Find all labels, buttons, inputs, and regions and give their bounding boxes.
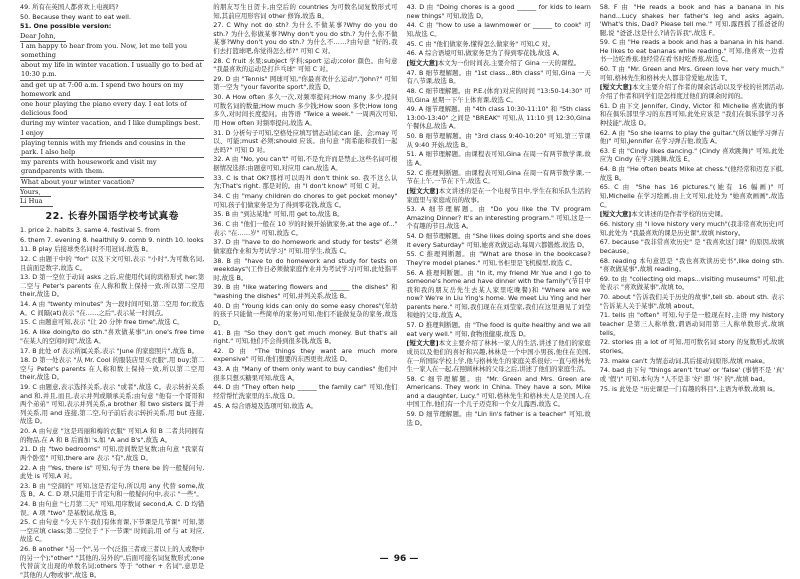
answer-item bbox=[213, 210, 397, 219]
answer-text: 64. B 由 "He often beats Mike at chess."(他经常和迈克下棋,故选 B。 bbox=[599, 165, 784, 182]
answer-text: 26. B another "另一个",另一个(泛指三者或三者以上的人或物中的另一个);"other" "其他的,另外的",后面可接名词复数形式;one 代替前文出现的单数名词;others 等于 "other + 名词",意思是 "其他的人/物或事",故选 B。 bbox=[20, 545, 205, 579]
answer-text: 49. 所有在英国人都喜欢上电视吗? bbox=[20, 3, 119, 11]
answer-text: 45. C 由 "他们做家务,懂得怎么做家务" 可知,C 对。 bbox=[406, 39, 555, 48]
essay-line-text: Dear John, bbox=[20, 32, 66, 42]
answer-text: 21. D 由 "two bedrooms" 可知,房间数是复数;由句意 "我家有两个卧室" 可知,there are 表示 "有",故选 D。 bbox=[20, 445, 205, 462]
answer-text: 70. about "告诉我们关于历史的故事",tell sb. about sth. 表示 "告诉某人关于某事",故填 about。 bbox=[599, 293, 784, 310]
essay-line bbox=[20, 197, 204, 207]
answer-item bbox=[600, 220, 784, 237]
answer-text: 33. C Is that OK?那样可以吗?I don't think so. 我不这么认为;That's right. 那是对的。由 "I don't know" 可知 C 对。 bbox=[213, 173, 398, 191]
answer-item bbox=[213, 329, 397, 346]
answer-text: 44. C 由 "how to use a lawnmower or ______ to cook" 可知,故选 C。 bbox=[406, 21, 591, 38]
answer-item bbox=[20, 236, 204, 245]
answer-text: 25. C 由句意 "今天下午我们有体育课,下节课是几节课" 可知,第一空应填 class;第二空位于 "下一节课" 时间前,用 of 与 at 对应,故选 C。 bbox=[20, 518, 205, 544]
answer-item bbox=[20, 445, 204, 462]
answer-text: 13. D 第一空位于动词 asks 之后,应使用代词的宾格形式 her;第二空与 Peter's parents 在人称和数上保持一致,所以第二空用 their,故选 D。 bbox=[20, 273, 205, 299]
answer-text: 72. stories 由 a lot of 可知,用可数名词 story 的复数形式,故填 stories。 bbox=[599, 338, 784, 355]
essay-line bbox=[20, 81, 204, 100]
answer-item bbox=[20, 356, 204, 382]
answer-text: 56. A 推理判断题。由 "In it, my friend Mr Yue and I go to someone's home and have dinner with the family"(节目中我和我的朋友岳先生去某人家里吃晚餐)和 "Where are we now? We're in Liu Ying's home. We meet Liu Ying and her parents here." 可知,我们现在在刘莹家,我们在这里遇见了刘莹和她的父母,故选 A。 bbox=[406, 268, 591, 320]
answer-text: 本文主要介绍了作者的课余活动以及学校的社团活动,介绍了作者和同学们是怎样度过他们的课余时间的。 bbox=[599, 83, 785, 101]
answer-item bbox=[600, 257, 784, 274]
answer-item bbox=[213, 192, 397, 209]
answer-text: 31. D 分析句子可知,空格处应填写情态动词;can 能、会;may 可以、可能;must 必须;should 应该。由句意 "南希能和我们一起去吗?" 可知 D 对。 bbox=[213, 128, 398, 154]
answer-text: 36. C 由 "他们一般在 10 岁的时候开始做家务,at the age of..." 表示 "在……岁" 可知,故选 C。 bbox=[213, 220, 398, 237]
essay-line bbox=[20, 178, 204, 188]
answer-item bbox=[407, 21, 591, 38]
passage-summary bbox=[600, 83, 784, 100]
answer-item bbox=[600, 3, 784, 37]
essay-line bbox=[20, 158, 204, 177]
answer-text: 24. B 由句意 "七月第二天" 可知,用序数词 second,A. C. D 均错误。A 项 "two" 是基数词,故选 B。 bbox=[20, 500, 205, 517]
answer-item bbox=[20, 500, 204, 517]
answer-text: 50. Because they want to eat well. bbox=[20, 12, 131, 21]
passage-summary bbox=[407, 187, 591, 204]
answer-item bbox=[213, 57, 397, 74]
summary-tag: [短文大意] bbox=[406, 59, 438, 68]
answer-text: 51. One possible version: bbox=[20, 22, 112, 31]
answer-text: 23. B 由 "空洞的" 可知,这是否定句,所以用 any 代替 some,故选 B。A. C. D 项,只能用于肯定句和一般疑问句中,表示 "一些"。 bbox=[20, 481, 205, 499]
answer-text: 6. them 7. evening 8. healthily 9. comb 9. ninth 10. looks bbox=[20, 235, 204, 244]
answer-text: 53. A 细节理解题。由 "Do you like the TV program Amazing Dinner? It's an interesting program." 可知,这是一个有趣的节目,故选 A。 bbox=[406, 205, 591, 231]
answer-text: 30. A How often 多久一次,对频率提问;How many 多少,提问可数名词的数量;How much 多少钱;How soon 多快;How long 多久,对时间长度提问。由答语 "Twice a week." 一周两次可知,用 How often 对频率提问,故选 A。 bbox=[213, 93, 398, 127]
answer-text: 46. A 综合语境可知,做家务是为了得到零花钱,故选 A。 bbox=[406, 49, 564, 58]
answer-text: 1. price 2. habits 3. same 4. festival 5. from bbox=[20, 225, 160, 234]
answer-item bbox=[600, 385, 784, 394]
answer-item bbox=[407, 269, 591, 320]
answer-text: 55. C 推理判断题。由 "What are those in the bookcase? They're model planes." 可知,书柜里是飞机模型,故选 C。 bbox=[406, 250, 591, 267]
answer-item bbox=[600, 275, 784, 292]
answer-text: 12. C 由题干中的 "for" 以及下文可知,表示 "小时",为可数名词,且前面是数字,故选 C。 bbox=[20, 255, 205, 272]
answer-text: 29. D 由 "Tennis" 网球可知,"你最喜欢什么运动","John?" 可知第一空为 "your favorite sport",故选 D。 bbox=[213, 74, 398, 92]
answer-text: 44. D 由 "They often help ______ the family car" 可知,他们经常帮忙洗家里的车,故选 D。 bbox=[213, 383, 398, 400]
answer-text: 63. E 由 "Cindy likes dancing." (Cindy 喜欢跳舞)" 可知,此处应为 Cindy 在学习跳舞,故选 E。 bbox=[599, 146, 784, 164]
answer-text: 52. C 推理判断题。由课程表可知,Gina 在周一有两节数学课,一节在上午,一节在下午,故选 C。 bbox=[406, 168, 591, 186]
answer-item bbox=[20, 347, 204, 356]
answer-item bbox=[600, 65, 784, 82]
summary-tag: [短文大意] bbox=[406, 339, 439, 348]
column-3 bbox=[407, 3, 591, 551]
answer-text: 41. B 由 "So they don't get much money. But that's all right." 可知,他们不会得到很多钱,故选 B。 bbox=[213, 328, 398, 346]
answer-text: 的朋友写生日贺卡,由空后的 countries 为可数名词复数形式可知,其前应用形容词 other 修饰,故选 B。 bbox=[213, 3, 398, 20]
answer-item bbox=[213, 3, 397, 20]
answer-item bbox=[407, 250, 591, 267]
essay-line bbox=[20, 139, 204, 158]
answer-item bbox=[20, 245, 204, 254]
answer-text: 69. to 由 "collecting old maps...visiting museums" 可知,此处表示 "喜欢做某事",故填 to。 bbox=[599, 274, 784, 292]
essay-line bbox=[20, 100, 204, 119]
answer-item bbox=[213, 93, 397, 127]
footer-dash-left: — bbox=[379, 554, 391, 565]
answer-item bbox=[600, 366, 784, 383]
answer-item bbox=[600, 357, 784, 366]
answer-text: 本文讲述的是作者学校的历史课。 bbox=[631, 210, 728, 219]
answer-text: 34. C 由 "many children do chores to get pocket money" 可知,孩子们做家务是为了得到零花钱,故选 C。 bbox=[213, 191, 398, 209]
summary-tag: [短文大意] bbox=[406, 187, 439, 195]
answer-text: 47. B 细节理解题。由 "1st class...8th class" 可知,Gina 一天有八节课,故选 B。 bbox=[406, 68, 591, 86]
answer-text: 49. A 细节理解题。由 "4th class 10:30-11:10" 和 "5th class 13:00-13:40" 之间是 "BREAK" 可知,从 11:10 到 12:30,Gina 午餐休息,故选 A。 bbox=[406, 105, 591, 131]
answer-item bbox=[20, 273, 204, 299]
answer-item bbox=[20, 328, 204, 345]
column-4 bbox=[600, 3, 784, 551]
answer-text: 45. A 综合语境及选项可知,故选 A。 bbox=[213, 401, 317, 410]
essay-line bbox=[20, 42, 204, 61]
answer-text: 71. tells 由 "often" 可知,句子是一般现在时,主语 my history teacher 是第三人称单数,谓语动词用第三人称单数形式,故填 tells。 bbox=[599, 311, 784, 337]
answer-item bbox=[407, 375, 591, 409]
answer-text: 74. bad 由下句 "things aren't 'true' or 'false' (事情不是 '真' 或 '假')" 可知,本句为 "人不是非 '好' 即 '坏' 的",故填 bad。 bbox=[599, 366, 784, 383]
answer-item bbox=[407, 40, 591, 49]
answer-text: 37. D 由 "have to do homework and study for tests" 必须做家庭作业和为考试学习" 可知,用学生,故选 C。 bbox=[213, 238, 398, 255]
answer-item bbox=[407, 69, 591, 86]
answer-text: 42. D 由 "The things they want are much more expensive" 可知,他们想要的东西更贵,故选 D。 bbox=[213, 346, 398, 364]
answer-text: 54. D 细节理解题。由 "She likes doing sports and she does it every Saturday" 可知,她喜欢做运动,每周六都锻炼,故选 D。 bbox=[406, 232, 591, 249]
answer-text: 19. C 由题意,表示选择关系,表示 "或者",故选 C。表示转折关系 and 和,并且,而且,表示并列或顺承关系;由句意 "他有一个哥哥和两个弟弟" 可知,表示并列关系,a brother 和 two sisters 属于并列关系,用 and 连接,第二空,句子前后表示转折关系,用 but 连接,故选 D。 bbox=[20, 383, 205, 426]
answer-text: 35. B 由 "到达某地" 可知,用 get to,故选 B。 bbox=[213, 210, 344, 219]
answer-item bbox=[213, 238, 397, 255]
answer-item bbox=[213, 220, 397, 237]
answer-item bbox=[600, 165, 784, 182]
answer-item bbox=[600, 147, 784, 164]
passage-summary bbox=[407, 59, 591, 68]
answer-item bbox=[20, 518, 204, 544]
answer-text: 59. D 细节理解题。由 "Lin lin's father is a teacher" 可知,故选 D。 bbox=[406, 410, 591, 427]
answer-item bbox=[600, 129, 784, 146]
answer-item bbox=[20, 22, 204, 31]
answer-item bbox=[407, 205, 591, 231]
answer-item bbox=[213, 302, 397, 328]
answer-item bbox=[407, 105, 591, 131]
answer-text: 本文讲述的是在一个电视节目中,学生在和乐队生活的家庭里与家庭成员的故事。 bbox=[406, 187, 591, 204]
answer-item bbox=[213, 402, 397, 411]
answer-item bbox=[20, 255, 204, 272]
answer-text: 67. because "我非常喜欢历史" 是 "我喜欢这门课" 的原因,故填 because。 bbox=[599, 238, 784, 255]
answer-item bbox=[600, 311, 784, 337]
answer-item bbox=[407, 49, 591, 58]
essay-line-text: and get up at 7:00 a.m. I spend two hours on my homework and bbox=[21, 80, 184, 98]
answer-text: 58. F 由 "He reads a book and has a banana in his hand...Lucy shakes her father's leg and asks again, 'What's this, Dad? Please tell me.'" 可知,露西摇了摇爸爸的腿,说 "爸爸,这是什么?请告诉我",故选 F。 bbox=[599, 3, 784, 37]
page-number: 96 bbox=[393, 554, 407, 565]
essay-line-text: my parents with housework and visit my grandparents with them. bbox=[21, 158, 157, 176]
answer-text: 60. T 由 "Mr. Green and Mrs. Green love her very much." 可知,格林先生和格林夫人都非常爱她,故选 T。 bbox=[599, 65, 784, 82]
answer-item bbox=[600, 338, 784, 355]
answer-text: 本文为一份时间表,主要介绍了 Gina 一天的课程。 bbox=[437, 59, 581, 68]
essay-line-text: during my winter vacation, and I like dumplings best. I enjoy bbox=[21, 119, 201, 137]
answer-text: 39. B 由 "like watering flowers and ______ the dishes" 和 "washing the dishes" 可知,并列关系,故选 B。 bbox=[213, 283, 398, 300]
answer-text: 65. C 由 "She has 16 pictures."(她有 16 幅画)" 可知,Michelle 在学习绘画,由上文可知,此处为 "她喜欢画画",故选 C。 bbox=[599, 183, 784, 209]
passage-summary bbox=[407, 339, 591, 373]
essay-line-text: Yours, bbox=[20, 188, 51, 198]
answer-text: 27. C Why not do sth? 为什么不做某事?Why do you do sth.? 为什么你做某事?Why don't you do sth.? 为什么你不做某事?Why don't you do sth.? 为什么不……?由句意 "好的,我们去打篮球吧,你觉得怎么样?" 可知 C 对。 bbox=[213, 21, 398, 55]
answer-text: 14. A 由 "twenty minutes" 为一段时间可知,第二空用 for;故选 A。C 间隔(at)表示 "在……之后",表示某一时间点。 bbox=[20, 300, 205, 317]
section-title: 22. 长春外国语学校考试真卷 bbox=[45, 210, 179, 222]
essay-line-text: one hour playing the piano every day. I eat lots of delicious food bbox=[21, 99, 187, 118]
answer-item bbox=[20, 300, 204, 317]
footer-dash-right: — bbox=[409, 554, 421, 565]
answer-text: 61. D 由下文 Jennifer, Cindy, Victor 和 Michelle 喜欢做的事和在俱乐部里学习的东西可知,此处应该是 "我们在俱乐部学习各种技能",故选 D。 bbox=[599, 101, 784, 127]
answer-text: 11. B play 后接球类名词时不用冠词,故选 B。 bbox=[20, 245, 153, 254]
answer-text: 17. B 此处 of 表示所属关系,表示 "June 的家庭照片",故选 B。 bbox=[20, 346, 199, 355]
summary-tag: [短文大意] bbox=[599, 83, 632, 92]
column-1 bbox=[20, 3, 205, 579]
answer-item bbox=[213, 75, 397, 92]
answer-text: 68. reading 本句意思是 "我也喜欢读历史书",like doing sth. "喜欢做某事",故填 reading。 bbox=[599, 256, 784, 274]
answer-item bbox=[20, 3, 204, 12]
answer-item bbox=[600, 38, 784, 64]
answer-item bbox=[20, 464, 204, 481]
answer-text: 本文主要介绍了林林一家人的生活,讲述了他们的家庭成员以及他们的喜好和兴趣,林林是一个中国小男孩,他住在美国,在一所国际学校上学,他与格林先生的家庭关系很好;一直与格林先生一家人在一起,在照顾林林的父母之后,讲述了他们的家庭生活。 bbox=[406, 339, 591, 374]
answer-item bbox=[20, 427, 204, 444]
essay-line-text: I am happy to hear from you. Now, let me tell you something bbox=[21, 41, 188, 59]
answer-item bbox=[20, 383, 204, 426]
answer-item bbox=[20, 482, 204, 499]
answer-text: 28. C fruit 水果;subject 学科;sport 运动;color 颜色。由句意 "我最喜欢的运动是打乒乓球" 可知 C 对。 bbox=[213, 56, 398, 74]
answer-text: 58. C 细节理解题。由 "Mr. Green and Mrs. Green are Americans. They work in China. They have a son, Mike and a daughter, Lucy." 可知,格林先生和格林夫人是美国人,在中国工作,他们有一个儿子迈克和一个女儿露西,故选 C。 bbox=[406, 374, 591, 409]
answer-text: 22. A 由 "Yes, there is" 可知,句子为 there be 的一般疑问句,此处 is 可知,A 对。 bbox=[20, 463, 205, 481]
answer-item bbox=[600, 102, 784, 128]
answer-text: 59. C 由 "He reads a book and has a banana in his hand. He likes to eat bananas while reading." 可知,他喜欢一边看书一边吃香蕉,他经常在看书时吃香蕉,故选 C。 bbox=[599, 38, 784, 64]
answer-item bbox=[407, 132, 591, 149]
answer-item bbox=[20, 13, 204, 22]
column-2 bbox=[213, 3, 397, 551]
answer-text: 57. D 推理判断题。由 "The food is quite healthy and we all eat very well." 可知,食物很健康,故选 D。 bbox=[406, 321, 591, 338]
answer-item bbox=[213, 383, 397, 400]
answer-text: 18. D 第一处表示 "从 Mr. Cool 的服装店里买衣服",用 buy;第二空与 Peter's parents 在人称和数上保持一致,所以第二空用 their,故选 D。 bbox=[20, 356, 205, 382]
page-footer bbox=[0, 555, 800, 564]
answer-item bbox=[407, 150, 591, 167]
answer-text: 51. A 细节理解题。由课程表可知,Gina 在周一有两节数学课,故选 A。 bbox=[406, 150, 591, 167]
essay-line-text: about my life in winter vacation. I usually go to bed at 10:30 p.m. bbox=[21, 61, 203, 79]
answer-text: 43. D 由 "Doing chores is a good ______ for kids to learn new things" 可知,故选 D。 bbox=[406, 3, 591, 20]
essay-line-text: What about your winter vacation? bbox=[21, 177, 135, 186]
answer-text: 43. A 由 "Many of them only want to buy candies" 他们中很多只想买糖果可知,故选 A。 bbox=[213, 365, 398, 382]
answer-item bbox=[213, 283, 397, 300]
answer-text: 20. A 由句意 "这是玛丽和梅的衣服" 可知,A 和 B 二者共同拥有的物品,在 A 和 B 后面加 's,如 "A and B's",故选 A。 bbox=[20, 426, 205, 444]
essay-line bbox=[20, 61, 204, 80]
answer-item bbox=[213, 365, 397, 382]
answer-item bbox=[600, 293, 784, 310]
essay-line bbox=[20, 32, 204, 42]
answer-text: 15. C 由题意可知,表示 "让 20 分钟 free time",故选 C。 bbox=[20, 318, 184, 327]
essay-line-text: Li Hua bbox=[20, 197, 53, 207]
passage-summary bbox=[600, 210, 784, 219]
answer-text: 40. D 由 "Young kids can only do some easy chores"(年幼的孩子只能做一些简单的家务)可知,他们不能做复杂的家务,故选 D。 bbox=[213, 301, 398, 327]
answer-item bbox=[213, 257, 397, 283]
answer-item bbox=[600, 238, 784, 255]
answer-item bbox=[213, 174, 397, 191]
summary-tag: [短文大意] bbox=[599, 210, 632, 219]
answer-text: 32. A 由 "No, you can't" 可知,不是允许而是禁止,这些名词可根据情况选择;由题意可知,对应用 can,故选 A。 bbox=[213, 155, 398, 172]
answer-text: 73. make can't 为情态动词,其后接动词原形,故填 make。 bbox=[599, 356, 769, 365]
answer-item bbox=[20, 226, 204, 235]
handwritten-essay bbox=[20, 32, 204, 207]
answer-item bbox=[407, 410, 591, 427]
answer-text: 50. B 细节理解题。由 "3rd class 9:40-10:20" 可知,第三节课从 9:40 开始,故选 B。 bbox=[406, 132, 591, 149]
answer-text: 16. A like doing/to do sth."喜欢做某事",in one's free time "在某人的空闲时间",故选 A。 bbox=[20, 328, 205, 345]
answer-text: 62. A 由 "So she learns to play the guitar."(所以她学习弹吉他)" 可知,Jennifer 在学习弹吉他,故选 A。 bbox=[599, 128, 784, 146]
answer-text: 38. B 由 "have to do homework and study for tests on weekdays"(工作日必须做家庭作业并为考试学习)可知,此处指平时,故选 B。 bbox=[213, 256, 398, 282]
answer-item bbox=[213, 155, 397, 172]
answer-text: 48. C 细节理解题。由 P.E.(体育)对应的时间 "13:50-14:30" 可知,Gina 星期一下午上体育课,故选 C。 bbox=[406, 87, 591, 104]
answer-item bbox=[407, 87, 591, 104]
answer-text: 66. history 由 "I love history very much"(我非常喜欢历史)可知,此处为 "我最喜欢的课是历史课",故填 history。 bbox=[599, 220, 784, 237]
essay-line-text: playing tennis with my friends and cousins in the park. I also help bbox=[21, 138, 186, 156]
answer-item bbox=[213, 21, 397, 55]
answer-item bbox=[407, 321, 591, 338]
answer-text: 75. is 此处是 "历史课是一门有趣的科目",主语为单数,故填 is。 bbox=[599, 384, 779, 393]
answer-item bbox=[407, 3, 591, 20]
answer-item bbox=[213, 347, 397, 364]
essay-line bbox=[20, 188, 204, 198]
answer-item bbox=[213, 129, 397, 155]
answer-item bbox=[407, 169, 591, 186]
essay-line bbox=[20, 119, 204, 138]
answer-item bbox=[20, 318, 204, 327]
answer-item bbox=[600, 183, 784, 209]
answer-item bbox=[407, 232, 591, 249]
